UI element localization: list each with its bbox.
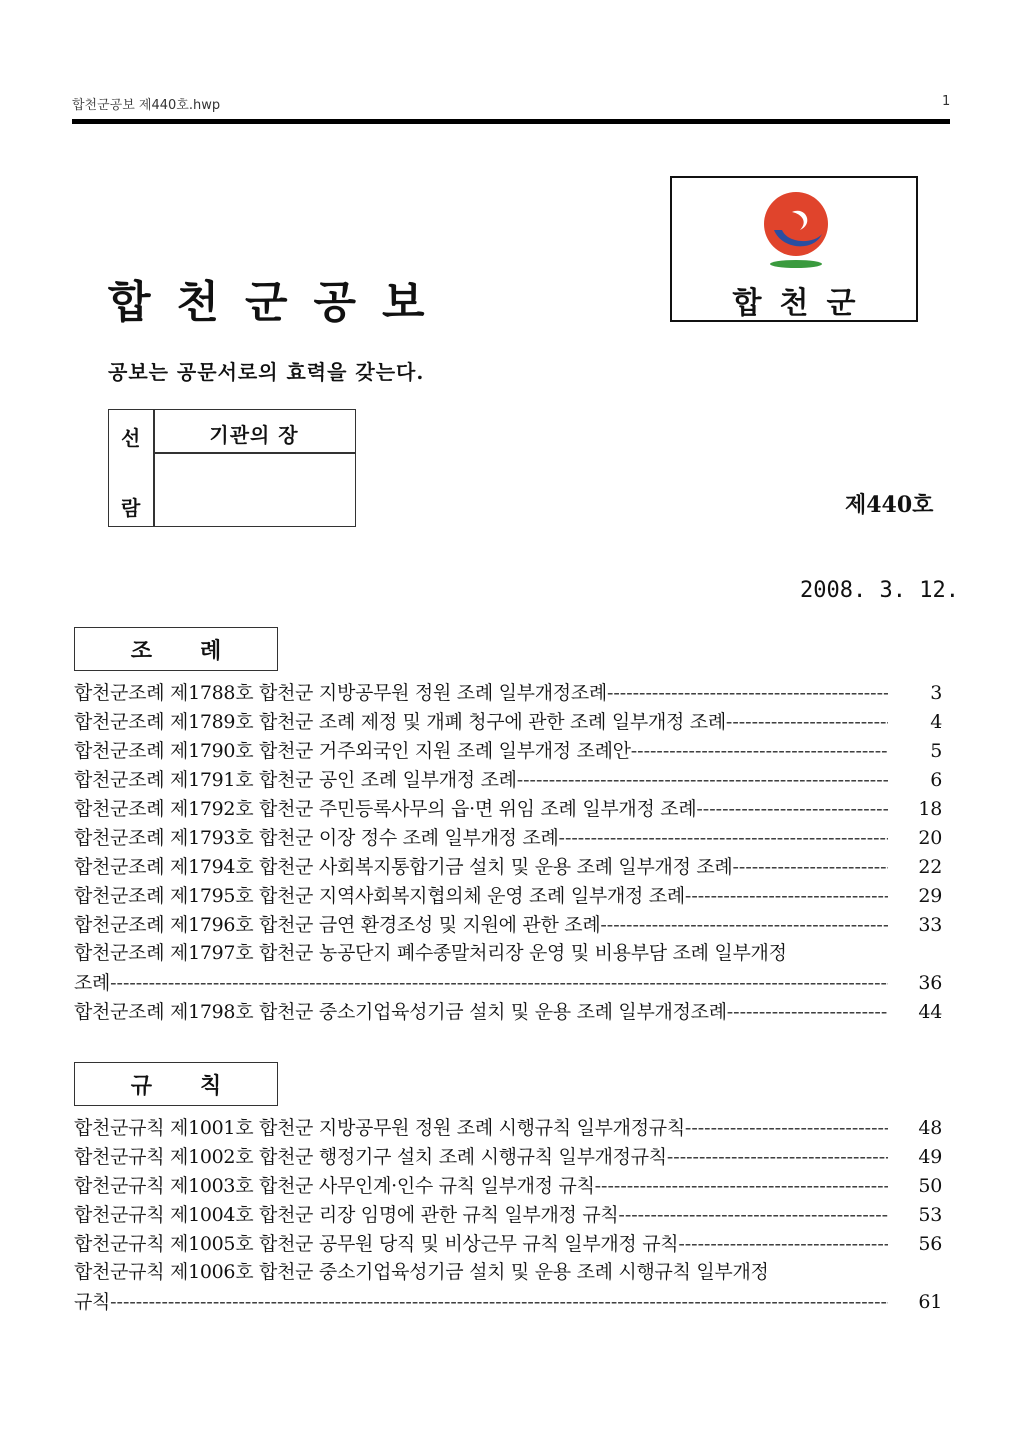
gazette-title: 합천군공보	[108, 277, 451, 328]
toc-item[interactable]	[74, 997, 942, 1026]
toc-item[interactable]	[74, 1229, 942, 1258]
toc-item-title: 합천군규칙 제1002호 합천군 행정기구 설치 조례 시행규칙 일부개정규칙	[74, 1146, 667, 1168]
approval-label-bottom: 람	[121, 496, 141, 520]
toc-item-title: 합천군조례 제1789호 합천군 조례 제정 및 개폐 청구에 관한 조례 일부개정 조례	[74, 711, 726, 733]
toc-item[interactable]	[74, 823, 942, 852]
toc-item-title: 합천군조례 제1791호 합천군 공인 조례 일부개정 조례	[74, 769, 517, 791]
approval-head: 기관의 장	[209, 423, 299, 447]
toc-item[interactable]	[74, 968, 942, 997]
toc-leader	[696, 798, 888, 820]
toc-item-page: 44	[918, 1001, 942, 1023]
toc-leader	[685, 1117, 888, 1139]
emblem-red-circle	[764, 192, 828, 256]
toc-item[interactable]	[74, 1287, 942, 1316]
toc-item[interactable]	[74, 881, 942, 910]
toc-item-page: 5	[930, 740, 942, 762]
toc-item-title: 합천군조례 제1794호 합천군 사회복지통합기금 설치 및 운용 조례 일부개정 조례	[74, 856, 733, 878]
issue-number: 제440호	[845, 492, 934, 518]
toc-item[interactable]	[74, 736, 942, 765]
toc-leader	[733, 856, 889, 878]
toc-ordinances	[74, 678, 942, 1026]
header-rule	[72, 119, 950, 124]
toc-item-page: 50	[918, 1175, 942, 1197]
toc-leader	[600, 914, 888, 936]
toc-item-page: 48	[918, 1117, 942, 1139]
toc-item-page: 53	[918, 1204, 942, 1226]
toc-item-title: 합천군조례 제1795호 합천군 지역사회복지협의체 운영 조례 일부개정 조례	[74, 885, 685, 907]
toc-leader	[607, 682, 888, 704]
toc-item[interactable]	[74, 678, 942, 707]
toc-item-page: 29	[918, 885, 942, 907]
page-number: 1	[942, 94, 951, 109]
toc-item-page: 4	[930, 711, 942, 733]
toc-item[interactable]	[74, 1171, 942, 1200]
issue-date: 2008. 3. 12.	[800, 578, 959, 603]
toc-item[interactable]	[74, 910, 942, 939]
toc-item[interactable]	[74, 794, 942, 823]
gazette-subtitle: 공보는 공문서로의 효력을 갖는다.	[108, 360, 425, 384]
toc-item-title: 합천군규칙 제1004호 합천군 리장 임명에 관한 규칙 일부개정 규칙	[74, 1204, 619, 1226]
toc-item-title: 합천군조례 제1793호 합천군 이장 정수 조례 일부개정 조례	[74, 827, 559, 849]
section-heading-rules: 규칙	[74, 1062, 278, 1106]
toc-item-title: 합천군조례 제1792호 합천군 주민등록사무의 읍·면 위임 조례 일부개정 조례	[74, 798, 697, 820]
toc-item[interactable]	[74, 852, 942, 881]
toc-item-title: 합천군조례 제1790호 합천군 거주외국인 지원 조례 일부개정 조례안	[74, 740, 631, 762]
toc-item-title: 합천군규칙 제1001호 합천군 지방공무원 정원 조례 시행규칙 일부개정규칙	[74, 1117, 685, 1139]
toc-leader	[110, 972, 888, 994]
toc-item[interactable]	[74, 1113, 942, 1142]
approval-label-top: 선	[121, 426, 141, 450]
toc-item[interactable]	[74, 707, 942, 736]
toc-item-page: 36	[918, 972, 942, 994]
toc-item-page: 33	[918, 914, 942, 936]
toc-leader	[559, 827, 888, 849]
toc-item-page: 18	[918, 798, 942, 820]
toc-leader	[618, 1204, 888, 1226]
logo-text: 합천군	[732, 286, 874, 321]
toc-item-title: 합천군조례 제1788호 합천군 지방공무원 정원 조례 일부개정조례	[74, 682, 607, 704]
toc-item-title: 합천군조례 제1796호 합천군 금연 환경조성 및 지원에 관한 조례	[74, 914, 601, 936]
toc-item-title-line1[interactable]: 합천군규칙 제1006호 합천군 중소기업육성기금 설치 및 운용 조례 시행규칙 일부개정	[74, 1261, 769, 1283]
toc-leader	[110, 1291, 888, 1313]
approval-divider-horizontal	[153, 452, 355, 454]
toc-leader	[631, 740, 888, 762]
toc-item-title: 합천군규칙 제1005호 합천군 공무원 당직 및 비상근무 규칙 일부개정 규칙	[74, 1233, 679, 1255]
toc-rules	[74, 1113, 942, 1316]
toc-item-title-line2: 규칙	[74, 1291, 111, 1313]
emblem-green-base	[770, 260, 822, 268]
county-emblem-icon	[752, 190, 840, 276]
toc-item-page: 20	[918, 827, 942, 849]
toc-leader	[727, 1001, 888, 1023]
toc-item-page: 49	[918, 1146, 942, 1168]
toc-leader	[678, 1233, 888, 1255]
toc-leader	[685, 885, 888, 907]
toc-item-page: 61	[918, 1291, 942, 1313]
toc-item[interactable]	[74, 765, 942, 794]
document-filename: 합천군공보 제440호.hwp	[72, 98, 221, 113]
toc-leader	[517, 769, 888, 791]
toc-item[interactable]	[74, 1142, 942, 1171]
toc-item-page: 56	[918, 1233, 942, 1255]
toc-item-title: 합천군조례 제1798호 합천군 중소기업육성기금 설치 및 운용 조례 일부개정조례	[74, 1001, 727, 1023]
toc-item-title: 합천군규칙 제1003호 합천군 사무인계·인수 규칙 일부개정 규칙	[74, 1175, 595, 1197]
toc-item-title-line1[interactable]: 합천군조례 제1797호 합천군 농공단지 폐수종말처리장 운영 및 비용부담 조례 일부개정	[74, 942, 787, 964]
toc-leader	[667, 1146, 888, 1168]
section-heading-ordinances: 조례	[74, 627, 278, 671]
toc-item-page: 3	[930, 682, 942, 704]
toc-leader	[595, 1175, 888, 1197]
toc-leader	[726, 711, 888, 733]
toc-item-title-line2: 조례	[74, 972, 111, 994]
county-logo	[670, 176, 918, 322]
toc-item-page: 6	[930, 769, 942, 791]
approval-box	[108, 409, 356, 527]
toc-item[interactable]	[74, 1200, 942, 1229]
toc-item-page: 22	[918, 856, 942, 878]
